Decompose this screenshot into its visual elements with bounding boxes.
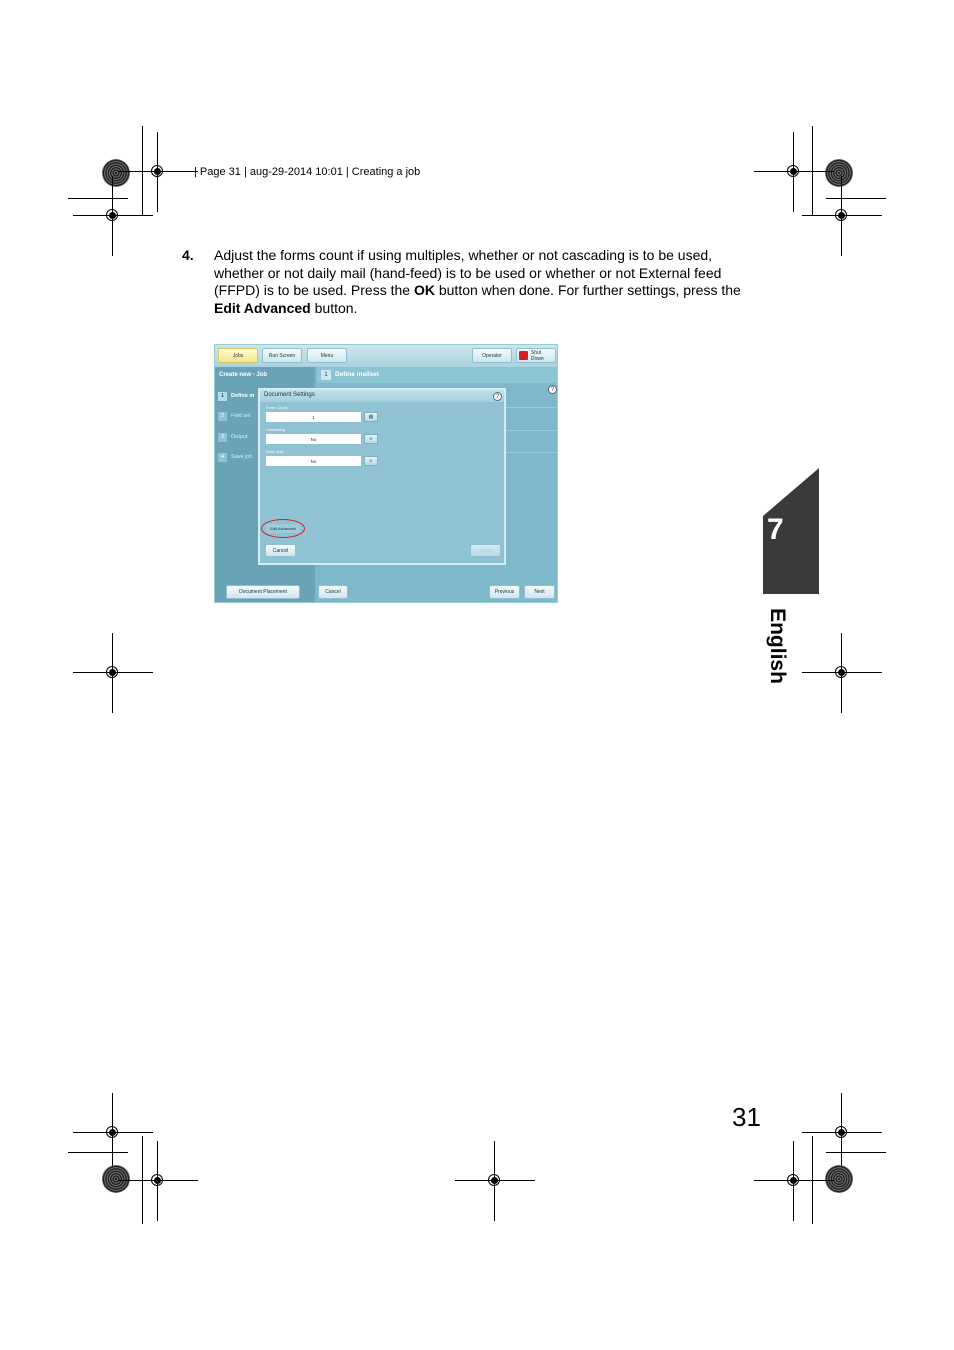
registration-mark-icon — [455, 1141, 535, 1221]
help-icon[interactable]: ? — [548, 385, 557, 394]
sidebar-item-label: Output — [231, 434, 248, 440]
sidebar-item-save[interactable] — [218, 451, 252, 463]
divider — [506, 407, 558, 408]
help-icon[interactable]: ? — [493, 392, 502, 401]
document-settings-dialog — [258, 388, 506, 565]
crop-line — [142, 126, 143, 216]
registration-mark-icon — [802, 633, 882, 713]
previous-button[interactable]: Previous — [489, 585, 520, 599]
main-header-title: Define mailset — [335, 371, 380, 378]
step-num: 4 — [218, 453, 227, 462]
crop-line — [812, 1136, 813, 1224]
chapter-number: 7 — [767, 513, 784, 546]
sidebar-title: Create new - Job — [219, 372, 268, 378]
sidebar-item-output[interactable] — [218, 431, 248, 443]
sidebar-item-label: Fold set — [231, 413, 251, 419]
step-num: 1 — [218, 392, 227, 401]
dialog-save-button[interactable]: Save — [470, 544, 501, 557]
shut-down-button[interactable] — [516, 348, 556, 363]
step-num: 1 — [321, 370, 331, 380]
divider — [506, 430, 558, 431]
crop-line — [812, 126, 813, 216]
cascading-label: Cascading — [266, 427, 285, 432]
crop-line — [826, 1152, 886, 1153]
shut-down-label: Shut Down — [530, 349, 544, 362]
keypad-icon: ▦ — [368, 414, 374, 420]
operator-button[interactable]: Operator — [472, 348, 512, 363]
edit-advanced-button[interactable]: Edit Advanced — [265, 523, 301, 534]
document-placement-button[interactable]: Document Placement — [226, 585, 300, 599]
daily-mail-list-button[interactable] — [364, 456, 378, 466]
step-num: 2 — [218, 412, 227, 421]
dialog-title-bar — [260, 390, 504, 402]
list-icon: ≡ — [369, 458, 373, 464]
running-header: | Page 31 | aug-29-2014 10:01 | Creating a job — [194, 166, 421, 178]
registration-mark-icon — [754, 1141, 834, 1221]
registration-mark-icon — [802, 176, 882, 256]
cancel-button[interactable]: Cancel — [318, 585, 348, 599]
crop-line — [68, 198, 128, 199]
cascading-list-button[interactable] — [364, 434, 378, 444]
dialog-title: Document Settings — [264, 392, 315, 398]
list-icon: ≡ — [369, 436, 373, 442]
ok-label: OK — [413, 282, 435, 298]
sidebar-item-define[interactable] — [218, 390, 254, 402]
step-text — [214, 247, 762, 317]
form-count-field[interactable]: 1 — [266, 412, 361, 422]
page-number: 31 — [732, 1102, 761, 1132]
cascading-field[interactable]: No — [266, 434, 361, 444]
sidebar-item-fold[interactable] — [218, 410, 251, 422]
registration-mark-icon — [73, 176, 153, 256]
menu-button[interactable]: Menu — [307, 348, 347, 363]
language-label: English — [766, 608, 789, 684]
form-count-label: Form Count — [266, 405, 288, 410]
step-text-part: Adjust the forms count if using multiples, whether or not cascading is to be used, whether or not daily mail (hand-feed) is to be used or whether or not External feed (FFPD) is to be used. Press the — [214, 247, 722, 298]
divider — [506, 452, 558, 453]
step-number: 4. — [182, 247, 194, 263]
form-count-keypad-button[interactable] — [364, 412, 378, 422]
dialog-cancel-button[interactable]: Cancel — [265, 544, 296, 557]
crop-line — [142, 1136, 143, 1224]
crop-line — [68, 1152, 128, 1153]
step-text-part: button. — [310, 299, 358, 316]
jobs-button[interactable]: Jobs — [218, 348, 258, 363]
next-button[interactable]: Next — [524, 585, 555, 599]
highlight-circle — [261, 519, 305, 538]
daily-mail-label: Daily Mail — [266, 449, 284, 454]
registration-mark-icon — [73, 633, 153, 713]
step-num: 3 — [218, 433, 227, 442]
edit-advanced-label: Edit Advanced — [214, 299, 311, 316]
sidebar-item-label: Define m — [231, 393, 255, 399]
main-header — [317, 367, 558, 383]
daily-mail-field[interactable]: No — [266, 456, 361, 466]
run-screen-button[interactable]: Run Screen — [262, 348, 302, 363]
power-icon — [519, 351, 528, 360]
ui-screenshot — [214, 344, 558, 603]
crop-line — [826, 198, 886, 199]
registration-mark-icon — [118, 1141, 198, 1221]
sidebar-item-label: Save job — [231, 454, 253, 460]
step-text-part: button when done. For further settings, press the — [434, 282, 741, 298]
top-bar — [215, 345, 558, 367]
